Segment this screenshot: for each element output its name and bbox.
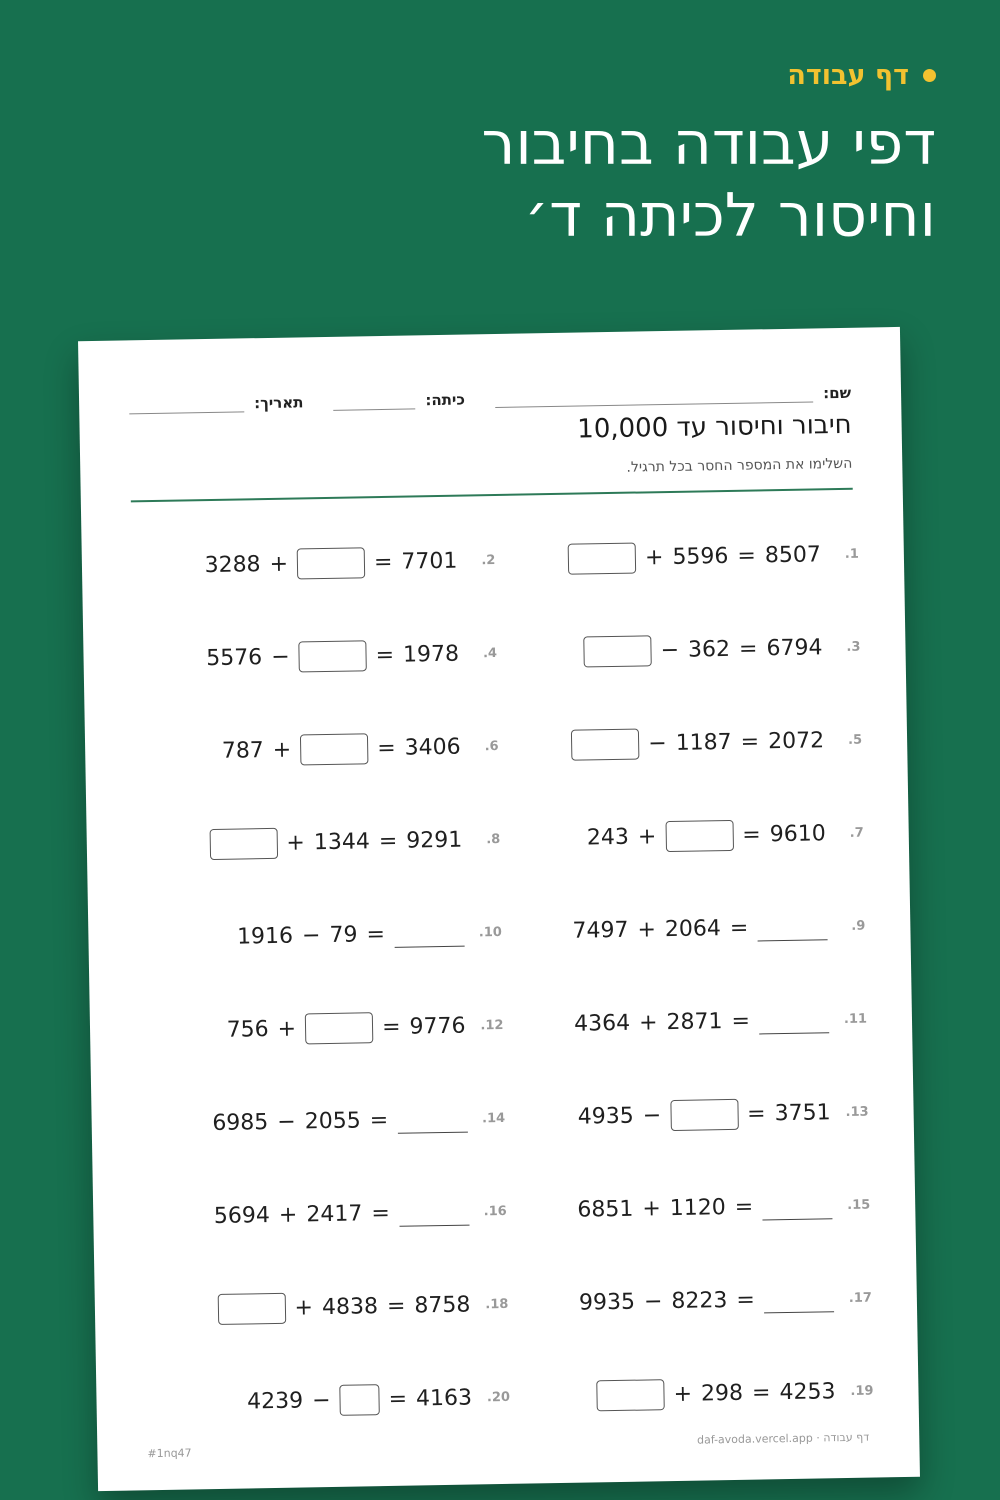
name-label: שם: [823, 383, 852, 403]
class-field [333, 391, 465, 411]
operator: + [644, 545, 664, 571]
operator: = [742, 822, 761, 848]
operator: + [638, 1010, 658, 1036]
equation [577, 1192, 832, 1223]
problem-number: 2. [481, 553, 496, 569]
answer-box[interactable] [297, 547, 366, 579]
operand: 8758 [414, 1292, 471, 1319]
problem-item [504, 1066, 869, 1165]
operand: 4163 [415, 1385, 473, 1412]
operator: = [737, 543, 757, 569]
operator: + [278, 1202, 298, 1228]
answer-blank[interactable] [394, 928, 464, 948]
operand: 4838 [321, 1294, 379, 1321]
headline-line-2: וחיסור לכיתה ד׳ [524, 181, 936, 251]
operand: 756 [226, 1017, 269, 1043]
operator: = [734, 1194, 754, 1220]
problem-item [139, 979, 504, 1078]
operand: 5596 [672, 543, 729, 570]
answer-blank[interactable] [397, 1114, 467, 1134]
equation [204, 546, 457, 581]
problem-number: 16. [483, 1203, 507, 1220]
problem-item [134, 700, 499, 799]
operator: = [378, 828, 398, 855]
brand-text: דף עבודה [787, 60, 909, 91]
equation [571, 725, 824, 760]
operand: 2871 [666, 1009, 723, 1036]
answer-blank[interactable] [759, 1014, 829, 1034]
operand: 9935 [578, 1289, 636, 1316]
class-line [333, 392, 415, 410]
operator: − [301, 923, 321, 949]
operator: − [277, 1109, 296, 1135]
answer-box[interactable] [596, 1379, 665, 1411]
problem-number: 11. [843, 1011, 868, 1027]
operand: 1187 [675, 729, 732, 756]
problem-number: 15. [847, 1197, 871, 1213]
answer-box[interactable] [298, 640, 367, 672]
problem-number: 6. [484, 738, 499, 755]
name-line [495, 385, 814, 408]
operand: 3406 [404, 734, 461, 761]
operand: 1344 [313, 829, 371, 856]
problem-item [136, 793, 501, 892]
operand: 2072 [767, 728, 825, 755]
operator: + [642, 1196, 662, 1222]
problem-number: 3. [846, 639, 861, 655]
operator: = [751, 1380, 771, 1406]
footer-code: #1nq47 [147, 1446, 192, 1461]
problem-item [131, 514, 496, 613]
operator: − [648, 731, 667, 757]
problem-item [143, 1165, 508, 1264]
operator: = [373, 549, 393, 576]
operand: 243 [586, 824, 630, 851]
brand-label [787, 60, 936, 91]
operand: 4935 [577, 1103, 634, 1130]
operand: 4253 [779, 1379, 836, 1406]
problem-item [133, 607, 498, 706]
answer-box[interactable] [568, 543, 637, 575]
operator: + [277, 1016, 297, 1042]
operator: − [643, 1289, 663, 1315]
operator: = [738, 636, 758, 662]
equation [222, 732, 461, 767]
operator: = [369, 1107, 389, 1134]
problem-number: 10. [478, 924, 503, 941]
bullet-dot-icon [923, 69, 936, 82]
operator: + [637, 917, 657, 943]
operand: 6794 [766, 635, 823, 662]
operand: 8507 [764, 542, 822, 569]
problem-number: 13. [845, 1104, 869, 1120]
student-fields [129, 372, 851, 415]
answer-blank[interactable] [399, 1207, 469, 1227]
operand: 4364 [573, 1010, 631, 1037]
operator: − [311, 1388, 331, 1414]
problem-item [503, 973, 868, 1072]
answer-box[interactable] [665, 820, 734, 852]
answer-box[interactable] [217, 1293, 286, 1325]
operand: 2055 [304, 1108, 361, 1135]
date-label: תאריך: [253, 393, 304, 413]
problem-number: 4. [482, 645, 498, 662]
answer-box[interactable] [583, 635, 652, 667]
answer-box[interactable] [300, 733, 369, 765]
operand: 2417 [306, 1201, 363, 1228]
operand: 2064 [664, 916, 722, 943]
equation [577, 1097, 830, 1132]
problem-item [508, 1252, 873, 1351]
operand: 787 [221, 738, 265, 764]
operand: 4239 [246, 1388, 304, 1415]
problem-item [141, 1072, 506, 1171]
operator: − [660, 637, 680, 664]
operand: 7701 [401, 548, 458, 575]
operand: 362 [687, 636, 731, 663]
problem-number: 18. [485, 1296, 509, 1313]
operator: + [269, 551, 289, 577]
problem-item [498, 694, 863, 793]
answer-blank[interactable] [757, 921, 827, 941]
equation [212, 1106, 467, 1137]
operator: = [746, 1101, 766, 1127]
operator: = [729, 915, 749, 941]
operand: 5694 [213, 1203, 271, 1230]
equation [587, 818, 826, 853]
operator: + [294, 1295, 314, 1321]
answer-box[interactable] [670, 1099, 739, 1131]
problem-number: 17. [848, 1290, 872, 1306]
answer-box[interactable] [209, 828, 278, 860]
equation [226, 1011, 465, 1046]
operator: = [740, 729, 760, 755]
operator: = [366, 921, 386, 948]
operator: = [375, 642, 395, 669]
equation [568, 539, 821, 574]
problem-item [501, 880, 866, 979]
operator: − [642, 1103, 662, 1129]
problem-item [495, 508, 860, 607]
problem-item [144, 1258, 509, 1357]
answer-box[interactable] [571, 729, 640, 761]
operand: 1978 [402, 641, 460, 668]
operand: 6985 [212, 1110, 269, 1137]
operator: = [736, 1287, 756, 1313]
worksheet-instructions: השלימו את המספר החסר בכל תרגיל. [626, 455, 853, 476]
operand: 9610 [769, 821, 826, 848]
equation [247, 1383, 472, 1418]
problem-number: 1. [844, 546, 859, 562]
problem-grid [131, 508, 874, 1451]
problem-item [138, 886, 503, 985]
page-headline [56, 108, 936, 252]
operand: 298 [700, 1380, 744, 1407]
operand: 9291 [406, 827, 463, 854]
problem-number: 9. [851, 918, 866, 934]
operand: 7497 [572, 917, 629, 944]
operator: − [270, 644, 290, 670]
operator: = [377, 735, 396, 762]
problem-number: 14. [481, 1110, 506, 1127]
problem-number: 7. [849, 825, 864, 841]
equation [209, 825, 462, 860]
operator: + [272, 737, 292, 763]
problem-number: 19. [850, 1383, 874, 1399]
operator: = [386, 1293, 406, 1320]
equation [237, 920, 464, 951]
headline-line-1: דפי עבודה בחיבור [481, 109, 936, 179]
operand: 1916 [236, 923, 294, 950]
name-field [495, 384, 852, 408]
equation [214, 1199, 469, 1230]
problem-number: 20. [486, 1389, 511, 1406]
operand: 1120 [669, 1195, 727, 1222]
problem-item [146, 1351, 511, 1450]
operator: = [388, 1386, 408, 1412]
equation [217, 1290, 470, 1325]
problem-item [509, 1345, 874, 1444]
date-field [129, 393, 304, 414]
answer-box[interactable] [339, 1384, 380, 1416]
operand: 5576 [205, 645, 263, 672]
worksheet-title: חיבור וחיסור עד 10,000 [577, 409, 852, 445]
equation [206, 639, 459, 674]
operator: + [286, 830, 306, 856]
problem-item [499, 787, 864, 886]
operator: = [731, 1008, 751, 1034]
problem-number: 12. [480, 1017, 504, 1034]
equation [596, 1376, 835, 1411]
operator: = [381, 1014, 401, 1041]
answer-box[interactable] [305, 1012, 374, 1044]
problem-number: 5. [847, 732, 863, 748]
operand: 3288 [204, 552, 261, 579]
operator: + [673, 1381, 693, 1408]
worksheet-paper [78, 327, 920, 1491]
operand: 3751 [774, 1100, 831, 1127]
operand: 8223 [671, 1288, 728, 1315]
problem-item [506, 1159, 871, 1258]
operand: 6851 [577, 1196, 634, 1223]
operator: + [637, 824, 657, 850]
footer-site: דף עבודה · daf-avoda.vercel.app [696, 1430, 870, 1447]
operand: 9776 [409, 1013, 466, 1040]
operand: 79 [329, 922, 358, 948]
date-line [129, 395, 244, 414]
operator: = [371, 1200, 391, 1227]
equation [574, 1006, 829, 1037]
equation [583, 632, 822, 667]
class-label: כיתה: [425, 390, 466, 410]
problem-number: 8. [486, 831, 501, 848]
header-divider [131, 488, 853, 503]
answer-blank[interactable] [764, 1293, 834, 1313]
equation [572, 913, 827, 944]
answer-blank[interactable] [762, 1200, 832, 1220]
equation [579, 1285, 834, 1316]
problem-item [496, 601, 861, 700]
